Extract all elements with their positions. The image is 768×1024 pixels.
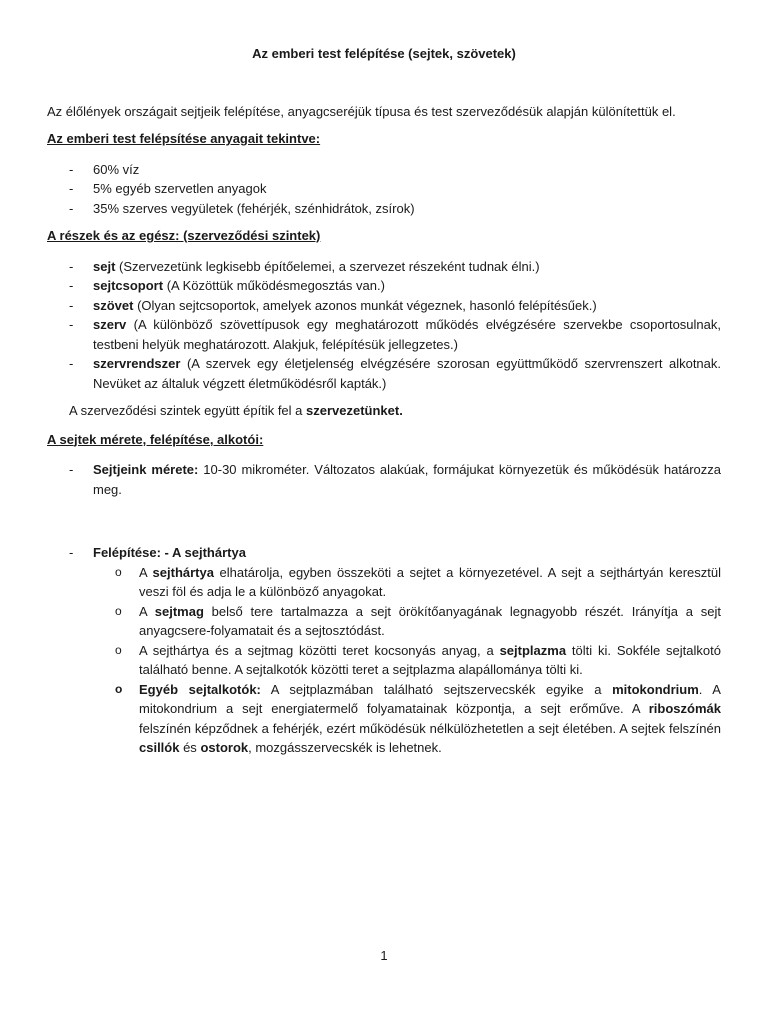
sublist-item-membrane [93, 563, 721, 602]
section-heading-materials: Az emberi test felépsítése anyagait tekintve: [47, 131, 321, 146]
term-description: (A különböző szövettípusok egy meghatározott működés elvégzésére szervekbe csoportosulnak, testbeni helyük meghatározott. Alakjuk, felépítésük jellegzetes.) [93, 317, 721, 352]
list-item [47, 160, 721, 180]
dash-marker: - [69, 278, 74, 293]
circle-marker: o [115, 681, 123, 696]
section-heading-cells: A sejtek mérete, felépítése, alkotói: [47, 431, 264, 447]
list-item-cell-size [47, 460, 721, 499]
text: A sejtplazmában található sejtszervecskék egyike a [260, 681, 613, 697]
bold-term: sejtmag [154, 603, 204, 619]
dash-marker: - [69, 181, 74, 196]
term-label: Sejtjeink mérete: [93, 462, 199, 477]
levels-list [47, 257, 721, 394]
text: . A mitokondrium a sejt energiatermelő folyamatainak központja, a sejt erőműve. A [139, 681, 721, 716]
term-label: szövet [93, 297, 134, 313]
dash-marker: - [69, 317, 74, 332]
text: A sejthártya és a sejtmag közötti teret kocsonyás anyag, a [139, 642, 500, 658]
term-label: sejtcsoport [93, 278, 164, 293]
list-item [47, 296, 721, 316]
dash-marker: - [69, 462, 74, 477]
circle-marker: o [115, 564, 122, 579]
dash-marker: - [69, 297, 74, 313]
dash-marker: - [69, 258, 74, 274]
list-item [47, 276, 721, 296]
bold-term: sejthártya [152, 564, 214, 580]
list-item-structure [47, 543, 721, 758]
structure-sublist [93, 563, 721, 758]
circle-marker: o [115, 603, 122, 618]
sublist-item-nucleus [93, 602, 721, 641]
list-item-text: 35% szerves vegyületek (fehérjék, szénhidrátok, zsírok) [93, 200, 415, 216]
text: A [139, 564, 153, 580]
text: tölti ki. Sokféle sejtalkotó található benne. A sejtalkotók közötti teret a sejtplazma alapállománya tölti ki. [139, 642, 721, 677]
sublist-item-cytoplasm [93, 641, 721, 680]
bold-term: mitokondrium [612, 681, 699, 697]
term-description: (A Közöttük működésmegosztás van.) [163, 278, 385, 293]
dash-marker: - [69, 356, 74, 371]
list-item-text: 60% víz [93, 161, 140, 177]
term-description: (A szervek egy életjelenség elvégzésére szorosan együttműködő szervrenszert alkotnak. Nevüket az általuk végzett életműködésről kapták.) [93, 356, 721, 391]
term-description: 10-30 mikrométer. Változatos alakúak, formájukat környezetük és működésük határozza meg. [93, 462, 722, 497]
list-item [47, 199, 721, 219]
cells-list [47, 460, 721, 758]
page-number: 1 [380, 948, 388, 963]
list-item [47, 179, 721, 199]
text: A [139, 603, 155, 619]
bold-term: ostorok [200, 740, 249, 755]
section-heading-levels: A részek és az egész: (szerveződési szintek) [47, 228, 321, 243]
summary-text: A szerveződési szintek együtt építik fel a [69, 403, 307, 418]
sublist-item-organelles [93, 680, 721, 758]
text: belső tere tartalmazza a sejt örökítőanyagának legnagyobb részét. Irányítja a sejt anyagcsere-folyamatait és a sejtosztódást. [139, 603, 721, 638]
term-label: szervrendszer [93, 356, 181, 371]
term-label: szerv [93, 317, 127, 332]
bold-term: riboszómák [648, 701, 721, 716]
term-label: sejt [93, 258, 116, 274]
circle-marker: o [115, 642, 122, 657]
bold-term: sejtplazma [499, 642, 567, 658]
text: , mozgásszervecskék is lehetnek. [248, 740, 442, 755]
dash-marker: - [69, 161, 74, 177]
bold-term: Egyéb sejtalkotók: [139, 681, 261, 697]
materials-list [47, 160, 721, 219]
levels-summary [47, 401, 721, 421]
intro-paragraph: Az élőlények országait sejtjeik felépítése, anyagcseréjük típusa és test szerveződésük alapján különítettük el. [47, 103, 676, 119]
summary-bold: szervezetünket. [306, 403, 403, 418]
text: elhatárolja, egyben összeköti a sejtet a környezetével. A sejt a sejthártyán keresztül veszi föl és adja le a különböző anyagokat. [139, 564, 722, 599]
dash-marker: - [69, 200, 74, 216]
list-item [47, 257, 721, 277]
term-description: (Szervezetünk legkisebb építőelemei, a szervezet részeként tudnak élni.) [115, 258, 540, 274]
document-page [47, 44, 721, 766]
list-item-text: 5% egyéb szervetlen anyagok [93, 181, 267, 196]
dash-marker: - [69, 545, 74, 560]
document-title: Az emberi test felépítése (sejtek, szövetek) [252, 46, 516, 61]
bold-term: csillók [139, 740, 180, 755]
term-description: (Olyan sejtcsoportok, amelyek azonos munkát végeznek, hasonló felépítésűek.) [133, 297, 597, 313]
list-item [47, 315, 721, 354]
list-item [47, 354, 721, 393]
term-label: Felépítése: - A sejthártya [93, 545, 246, 560]
text: felszínén képződnek a fehérjék, ezért működésük nélkülözhetetlen a sejt életében. A sejtek felszínén [139, 720, 721, 736]
text: és [179, 740, 201, 755]
